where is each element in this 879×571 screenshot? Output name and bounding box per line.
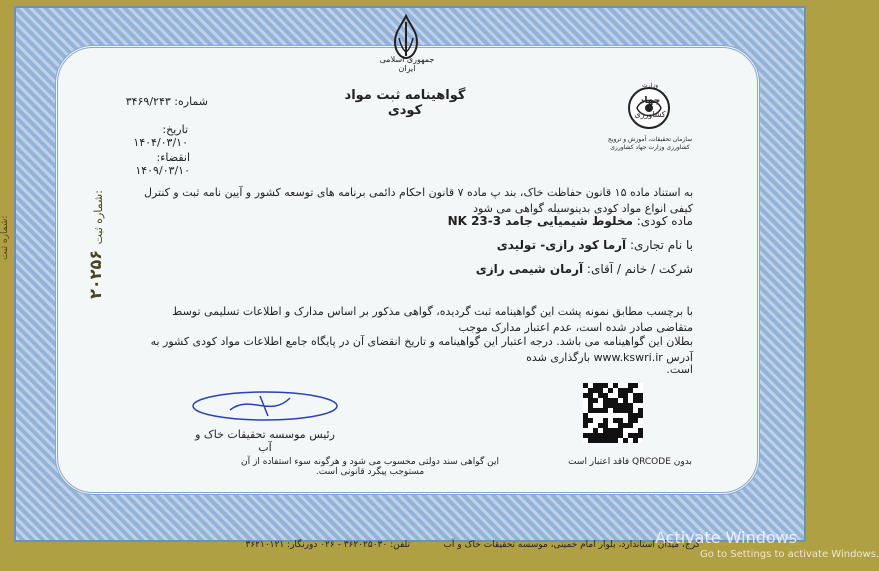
paragraph-line-1: با برچسب مطابق نمونه پشت این گواهینامه ثبت گردیده، گواهی مذکور بر اساس مدارک و اطلاعات تسلیمی توسط متقاضی صادر شده است، عدم اعتبار مدارک موجب: [172, 305, 693, 334]
footer-warning: این گواهی سند دولتی محسوب می شود و هرگونه سوء استفاده از آن مستوجب پیگرد قانونی است.: [241, 457, 499, 477]
date-row: [108, 123, 188, 149]
expiry-value: ۱۴۰۹/۰۳/۱۰: [135, 164, 190, 177]
registration-number: ۲۰۲۵۶: [86, 250, 105, 299]
number-row: [118, 95, 208, 108]
ministry-logo-small: وزارت: [641, 82, 658, 89]
qr-module: [638, 438, 643, 443]
intro-paragraph: به استناد ماده ۱۵ قانون حفاظت خاک، بند پ ماده ۷ قانون احکام دائمی برنامه های توسعه کشور و آیین نامه ثبت و کنترل کیفی انواع مواد کودی بدینوسیله گواهی می شود: [143, 186, 693, 215]
footer-phone: تلفن: ۳۶۲۰۲۵۰۳۰ - ۰۲۶ دورنگار: ۳۶۲۱۰۱۲۱: [245, 540, 410, 550]
ministry-logo: [627, 86, 671, 130]
signature-icon: [190, 388, 340, 424]
emblem-caption: جمهوری اسلامی ایران: [379, 55, 435, 73]
date-label: تاریخ:: [162, 123, 188, 136]
material-value: مخلوط شیمیایی جامد NK 23-3: [447, 214, 633, 228]
ministry-logo-icon: [627, 86, 671, 130]
certificate-title: گواهینامه ثبت مواد کودی: [344, 88, 466, 118]
brand-value: آرما کود رازی- تولیدی: [496, 238, 627, 252]
brand-label: با نام تجاری:: [629, 238, 693, 252]
company-label: شرکت / خانم / آقای:: [586, 262, 693, 276]
company-row: [293, 262, 693, 276]
qr-caption: بدون QRCODE فاقد اعتبار است: [568, 457, 692, 467]
activation-title: Activate Windows: [655, 528, 798, 547]
expiry-label: انقضاء:: [156, 151, 190, 164]
ministry-subtitle-2: کشاورزی وزارت جهاد کشاورزی: [610, 144, 690, 151]
expiry-row: [110, 151, 190, 177]
footer-address: کرج، میدان استاندارد، بلوار امام خمینی، موسسه تحقیقات خاک و آب: [443, 540, 700, 550]
brand-row: [293, 238, 693, 252]
material-label: ماده کودی:: [636, 214, 693, 228]
number-value: ۳۴۶۹/۲۴۳: [125, 95, 171, 108]
ministry-logo-text: کشاورزی: [634, 110, 666, 119]
ministry-subtitle-1: سازمان تحقیقات، آموزش و ترویج: [607, 136, 693, 143]
activation-subtitle: Go to Settings to activate Windows.: [700, 549, 879, 560]
registration-label: شماره ثبت:: [92, 190, 105, 245]
side-strip-text: شماره ثبت:: [0, 215, 10, 260]
number-label: شماره:: [174, 95, 208, 108]
material-row: [293, 214, 693, 228]
ministry-logo-top: جهاد: [639, 96, 661, 106]
date-value: ۱۴۰۴/۰۳/۱۰: [133, 136, 188, 149]
signature-title: رئیس موسسه تحقیقات خاک و آب: [195, 428, 335, 454]
qr-code: [583, 383, 643, 443]
company-value: آرمان شیمی رازی: [475, 262, 584, 276]
paragraph-line-2: بطلان این گواهینامه می باشد. درجه اعتبار این گواهینامه و تاریخ انقضای آن در پایگاه جامع اطلاعات مواد کودی کشور به آدرس www.kswri.ir بارگذاری شده: [150, 335, 693, 364]
paragraph-line-3: است.: [666, 363, 693, 376]
